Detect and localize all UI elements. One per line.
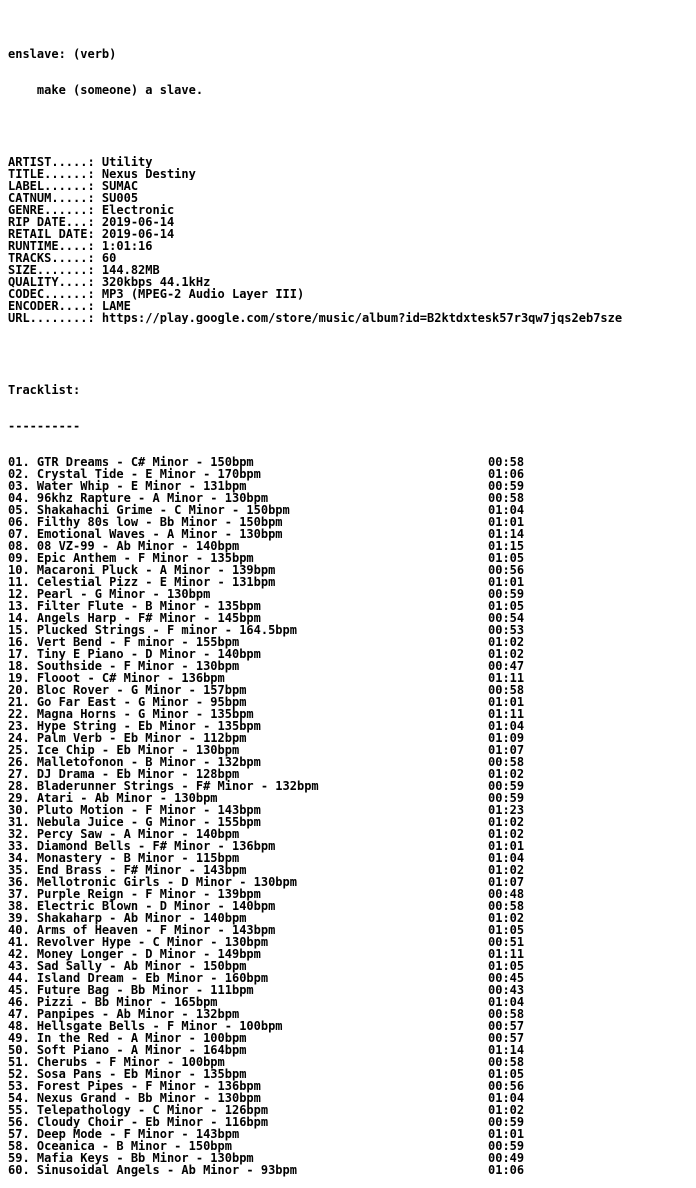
info-label: ARTIST.....: [8, 156, 102, 168]
info-value: MP3 (MPEG-2 Audio Layer III) [101, 288, 305, 300]
track-title: 35. End Brass - F# Minor - 143bpm [8, 863, 247, 877]
track-title: 27. DJ Drama - Eb Minor - 128bpm [8, 767, 240, 781]
track-title: 52. Sosa Pans - Eb Minor - 135bpm [8, 1067, 247, 1081]
track-duration: 01:05 [488, 599, 525, 613]
track-duration: 00:59 [488, 791, 525, 805]
track-duration: 01:04 [488, 719, 525, 733]
track-duration: 00:58 [488, 755, 525, 769]
track-duration: 00:58 [488, 683, 525, 697]
track-duration: 00:45 [488, 971, 525, 985]
track-title: 32. Percy Saw - A Minor - 140bpm [8, 827, 240, 841]
track-title: 51. Cherubs - F Minor - 100bpm [8, 1055, 225, 1069]
track-duration: 01:14 [488, 527, 525, 541]
info-row [8, 228, 692, 240]
track-duration: 01:02 [488, 815, 525, 829]
spacer [8, 120, 692, 132]
info-label: QUALITY....: [8, 276, 102, 288]
track-title: 26. Malletofonon - B Minor - 132bpm [8, 755, 261, 769]
info-row [8, 252, 692, 264]
track-duration: 01:23 [488, 803, 525, 817]
track-title: 37. Purple Reign - F Minor - 139bpm [8, 887, 261, 901]
info-value: https://play.google.com/store/music/album?id=B2ktdxtesk57r3qw7jqs2eb7sze [101, 312, 623, 324]
track-title: 39. Shakaharp - Ab Minor - 140bpm [8, 911, 247, 925]
info-row [8, 288, 692, 300]
info-row [8, 180, 692, 192]
info-label: RIP DATE...: [8, 216, 102, 228]
track-duration: 01:01 [488, 695, 525, 709]
track-title: 43. Sad Sally - Ab Minor - 150bpm [8, 959, 247, 973]
nfo-document [8, 24, 692, 1188]
track-duration: 00:47 [488, 659, 525, 673]
info-value: Nexus Destiny [101, 168, 196, 180]
track-title: 11. Celestial Pizz - E Minor - 131bpm [8, 575, 276, 589]
track-title: 19. Flooot - C# Minor - 136bpm [8, 671, 225, 685]
track-duration: 00:59 [488, 479, 525, 493]
track-title: 36. Mellotronic Girls - D Minor - 130bpm [8, 875, 297, 889]
info-row [8, 204, 692, 216]
track-duration: 01:04 [488, 995, 525, 1009]
track-title: 12. Pearl - G Minor - 130bpm [8, 587, 211, 601]
track-duration: 01:01 [488, 1127, 525, 1141]
track-title: 31. Nebula Juice - G Minor - 155bpm [8, 815, 261, 829]
track-duration: 01:11 [488, 947, 525, 961]
info-row [8, 168, 692, 180]
track-duration: 01:02 [488, 1103, 525, 1117]
track-duration: 01:01 [488, 575, 525, 589]
track-title: 16. Vert Bend - F minor - 155bpm [8, 635, 240, 649]
track-duration: 00:53 [488, 623, 525, 637]
track-duration: 01:09 [488, 731, 525, 745]
track-title: 04. 96khz Rapture - A Minor - 130bpm [8, 491, 269, 505]
info-row [8, 312, 692, 324]
track-duration: 01:01 [488, 515, 525, 529]
tracklist-heading: Tracklist: [8, 384, 81, 396]
track-title: 05. Shakahachi Grime - C Minor - 150bpm [8, 503, 290, 517]
track-title: 07. Emotional Waves - A Minor - 130bpm [8, 527, 283, 541]
track-title: 23. Hype String - Eb Minor - 135bpm [8, 719, 261, 733]
track-duration: 01:02 [488, 635, 525, 649]
track-duration: 00:59 [488, 1115, 525, 1129]
track-row [8, 1140, 692, 1152]
info-row [8, 264, 692, 276]
track-duration: 01:05 [488, 551, 525, 565]
track-row [8, 1032, 692, 1044]
info-label: SIZE.......: [8, 264, 102, 276]
info-label: TRACKS.....: [8, 252, 102, 264]
track-row [8, 1152, 692, 1164]
track-duration: 00:57 [488, 1019, 525, 1033]
info-row [8, 276, 692, 288]
info-row [8, 192, 692, 204]
track-duration: 00:56 [488, 1079, 525, 1093]
track-title: 55. Telepathology - C Minor - 126bpm [8, 1103, 269, 1117]
track-row [8, 1128, 692, 1140]
track-duration: 01:02 [488, 827, 525, 841]
track-duration: 01:01 [488, 839, 525, 853]
info-value: 144.82MB [101, 264, 160, 276]
track-title: 56. Cloudy Choir - Eb Minor - 116bpm [8, 1115, 269, 1129]
info-label: CODEC......: [8, 288, 102, 300]
track-duration: 01:14 [488, 1043, 525, 1057]
track-row [8, 1056, 692, 1068]
track-duration: 00:51 [488, 935, 525, 949]
track-row [8, 1104, 692, 1116]
track-duration: 01:05 [488, 1067, 525, 1081]
track-duration: 00:59 [488, 779, 525, 793]
spacer [8, 348, 692, 360]
info-value: Electronic [101, 204, 175, 216]
info-value: Utility [101, 156, 153, 168]
track-title: 29. Atari - Ab Minor - 130bpm [8, 791, 218, 805]
release-info [8, 156, 692, 324]
track-title: 59. Mafia Keys - Bb Minor - 130bpm [8, 1151, 254, 1165]
info-label: LABEL......: [8, 180, 102, 192]
track-title: 13. Filter Flute - B Minor - 135bpm [8, 599, 261, 613]
track-title: 17. Tiny E Piano - D Minor - 140bpm [8, 647, 261, 661]
track-title: 41. Revolver Hype - C Minor - 130bpm [8, 935, 269, 949]
track-row [8, 1068, 692, 1080]
track-row [8, 1008, 692, 1020]
info-value: 60 [101, 252, 117, 264]
info-value: 320kbps 44.1kHz [101, 276, 211, 288]
track-duration: 01:05 [488, 959, 525, 973]
track-title: 53. Forest Pipes - F Minor - 136bpm [8, 1079, 261, 1093]
track-duration: 00:58 [488, 899, 525, 913]
track-duration: 01:04 [488, 851, 525, 865]
track-title: 25. Ice Chip - Eb Minor - 130bpm [8, 743, 240, 757]
track-title: 02. Crystal Tide - E Minor - 170bpm [8, 467, 261, 481]
track-duration: 01:04 [488, 503, 525, 517]
track-duration: 00:48 [488, 887, 525, 901]
info-label: URL........: [8, 312, 102, 324]
track-title: 33. Diamond Bells - F# Minor - 136bpm [8, 839, 276, 853]
track-duration: 01:02 [488, 863, 525, 877]
track-duration: 00:58 [488, 1007, 525, 1021]
track-title: 20. Bloc Rover - G Minor - 157bpm [8, 683, 247, 697]
track-duration: 00:54 [488, 611, 525, 625]
track-row [8, 1020, 692, 1032]
track-title: 15. Plucked Strings - F minor - 164.5bpm [8, 623, 297, 637]
info-value: SU005 [101, 192, 139, 204]
track-duration: 01:02 [488, 911, 525, 925]
tracklist-underline: ---------- [8, 420, 81, 432]
info-row [8, 300, 692, 312]
info-row [8, 156, 692, 168]
track-duration: 01:07 [488, 743, 525, 757]
track-duration: 00:58 [488, 491, 525, 505]
track-title: 45. Future Bag - Bb Minor - 111bpm [8, 983, 254, 997]
track-title: 30. Pluto Motion - F Minor - 143bpm [8, 803, 261, 817]
info-label: RUNTIME....: [8, 240, 102, 252]
track-title: 40. Arms of Heaven - F Minor - 143bpm [8, 923, 276, 937]
info-row [8, 240, 692, 252]
definition-headword: enslave: (verb) [8, 48, 117, 60]
track-duration: 00:58 [488, 455, 525, 469]
info-value: 2019-06-14 [101, 216, 175, 228]
info-row [8, 216, 692, 228]
track-title: 49. In the Red - A Minor - 100bpm [8, 1031, 247, 1045]
track-duration: 01:15 [488, 539, 525, 553]
track-row [8, 1044, 692, 1056]
track-title: 10. Macaroni Pluck - A Minor - 139bpm [8, 563, 276, 577]
track-title: 22. Magna Horns - G Minor - 135bpm [8, 707, 254, 721]
info-value: 1:01:16 [101, 240, 153, 252]
track-title: 18. Southside - F Minor - 130bpm [8, 659, 240, 673]
track-duration: 00:58 [488, 1055, 525, 1069]
tracklist [8, 456, 692, 1176]
track-duration: 00:56 [488, 563, 525, 577]
track-title: 09. Epic Anthem - F Minor - 135bpm [8, 551, 254, 565]
track-title: 48. Hellsgate Bells - F Minor - 100bpm [8, 1019, 283, 1033]
track-duration: 01:05 [488, 923, 525, 937]
track-duration: 00:43 [488, 983, 525, 997]
info-label: GENRE......: [8, 204, 102, 216]
track-title: 42. Money Longer - D Minor - 149bpm [8, 947, 261, 961]
track-duration: 01:02 [488, 647, 525, 661]
track-title: 38. Electric Blown - D Minor - 140bpm [8, 899, 276, 913]
track-duration: 00:59 [488, 587, 525, 601]
info-value: LAME [101, 300, 131, 312]
track-duration: 01:06 [488, 1163, 525, 1177]
track-duration: 01:07 [488, 875, 525, 889]
track-title: 24. Palm Verb - Eb Minor - 112bpm [8, 731, 247, 745]
track-title: 57. Deep Mode - F Minor - 143bpm [8, 1127, 240, 1141]
track-title: 54. Nexus Grand - Bb Minor - 130bpm [8, 1091, 261, 1105]
track-duration: 01:06 [488, 467, 525, 481]
track-title: 08. 08 VZ-99 - Ab Minor - 140bpm [8, 539, 240, 553]
track-title: 60. Sinusoidal Angels - Ab Minor - 93bpm [8, 1163, 297, 1177]
track-title: 03. Water Whip - E Minor - 131bpm [8, 479, 247, 493]
track-title: 34. Monastery - B Minor - 115bpm [8, 851, 240, 865]
info-label: RETAIL DATE: [8, 228, 102, 240]
track-duration: 00:49 [488, 1151, 525, 1165]
track-title: 50. Soft Piano - A Minor - 164bpm [8, 1043, 247, 1057]
track-title: 28. Bladerunner Strings - F# Minor - 132bpm [8, 779, 319, 793]
info-label: ENCODER....: [8, 300, 102, 312]
track-duration: 00:57 [488, 1031, 525, 1045]
track-row [8, 1080, 692, 1092]
info-label: CATNUM.....: [8, 192, 102, 204]
track-duration: 01:11 [488, 707, 525, 721]
info-value: 2019-06-14 [101, 228, 175, 240]
info-label: TITLE......: [8, 168, 102, 180]
track-duration: 00:59 [488, 1139, 525, 1153]
track-title: 01. GTR Dreams - C# Minor - 150bpm [8, 455, 254, 469]
track-row [8, 1092, 692, 1104]
track-title: 06. Filthy 80s low - Bb Minor - 150bpm [8, 515, 283, 529]
track-duration: 01:11 [488, 671, 525, 685]
info-value: SUMAC [101, 180, 139, 192]
definition-meaning: make (someone) a slave. [8, 84, 204, 96]
track-title: 21. Go Far East - G Minor - 95bpm [8, 695, 247, 709]
track-title: 14. Angels Harp - F# Minor - 145bpm [8, 611, 261, 625]
track-title: 47. Panpipes - Ab Minor - 132bpm [8, 1007, 240, 1021]
track-title: 44. Island Dream - Eb Minor - 160bpm [8, 971, 269, 985]
track-title: 58. Oceanica - B Minor - 150bpm [8, 1139, 232, 1153]
track-row [8, 1164, 692, 1176]
track-title: 46. Pizzi - Bb Minor - 165bpm [8, 995, 218, 1009]
track-duration: 01:02 [488, 767, 525, 781]
track-row [8, 1116, 692, 1128]
track-duration: 01:04 [488, 1091, 525, 1105]
